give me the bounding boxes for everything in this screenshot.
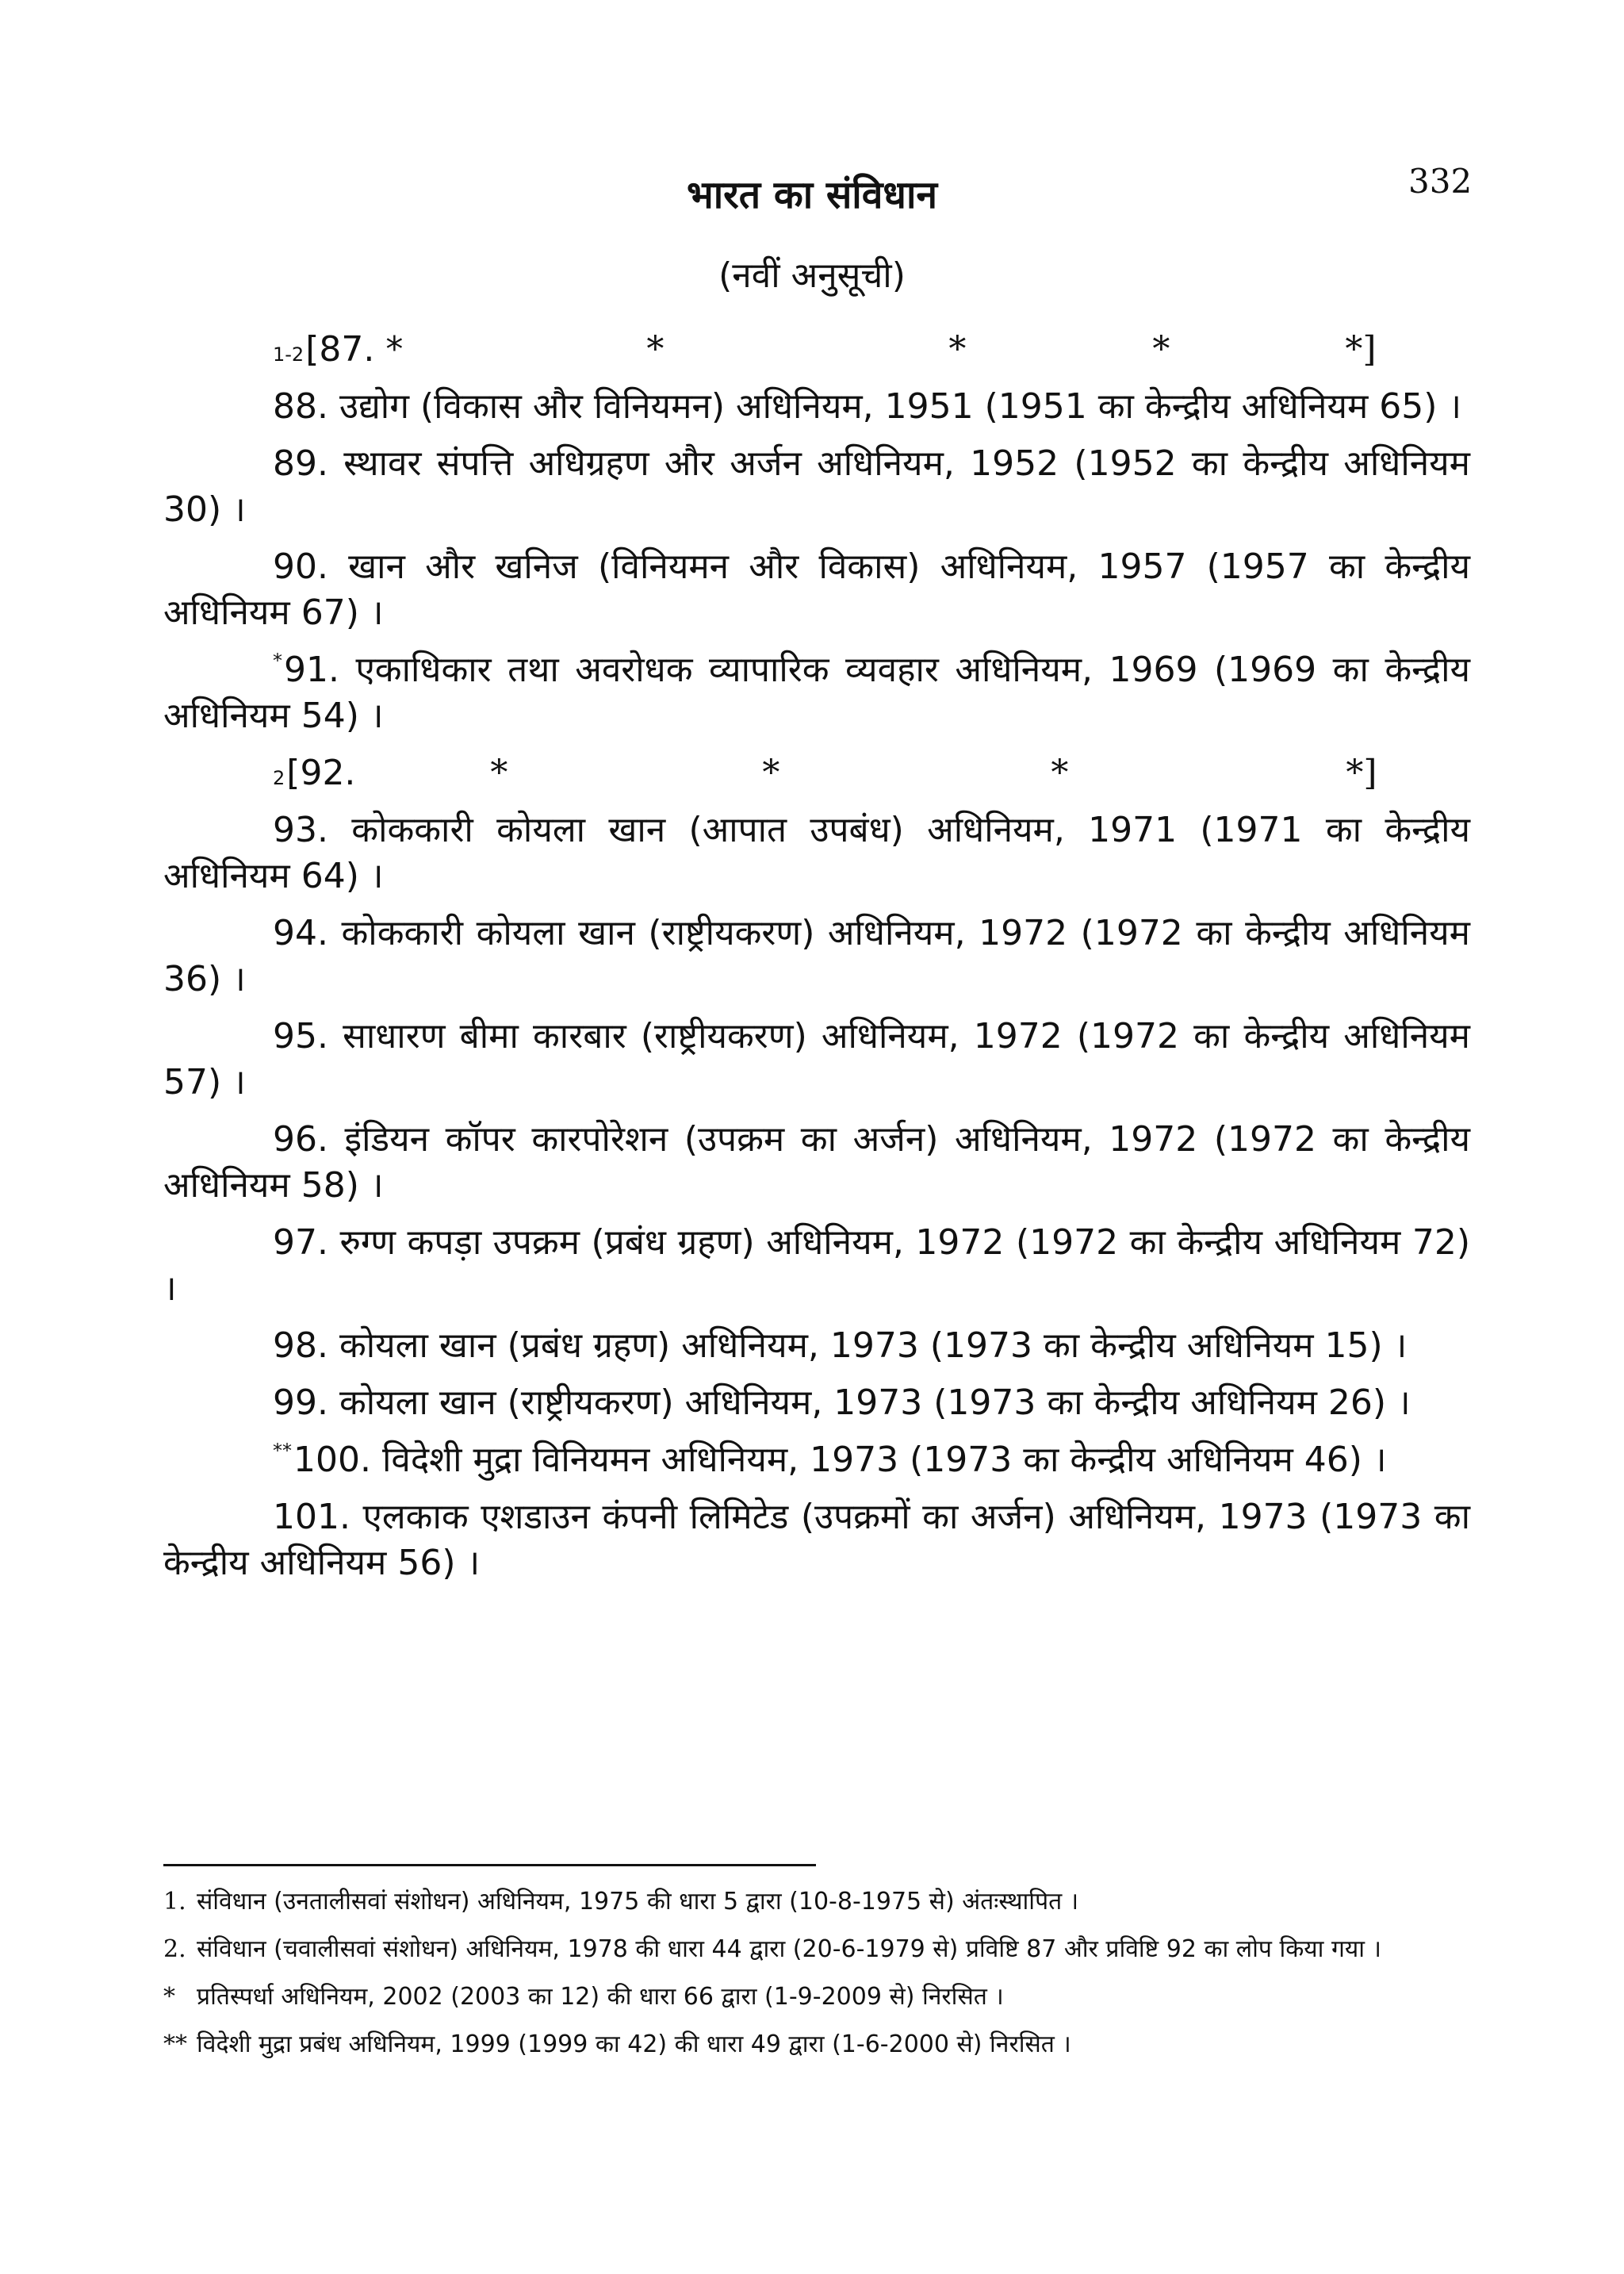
omission-star: *	[762, 753, 780, 793]
entry-100	[163, 1437, 1470, 1483]
footnotes	[163, 1883, 1470, 2073]
omission-star: *	[646, 329, 665, 370]
schedule-entries	[163, 327, 1470, 1597]
footnote-2	[163, 1931, 1470, 1969]
footnote-marker: **	[163, 2030, 187, 2058]
entry-87-start: [87. *	[305, 329, 404, 370]
footnote-text: संविधान (चवालीसवां संशोधन) अधिनियम, 1978 की धारा 44 द्वारा (20-6-1979 से) प्रविष्टि 87 और प्रविष्टि 92 का लोप किया गया ।	[197, 1935, 1381, 1963]
entry-99: 99. कोयला खान (राष्ट्रीयकरण) अधिनियम, 1973 (1973 का केन्द्रीय अधिनियम 26) ।	[273, 1382, 1411, 1423]
footnote-marker: 1.	[163, 1888, 186, 1915]
entry-89: 89. स्थावर संपत्ति अधिग्रहण और अर्जन अधिनियम, 1952 (1952 का केन्द्रीय अधिनियम 30) ।	[163, 443, 1470, 530]
footnote-marker: 2.	[163, 1935, 186, 1963]
entry-95: 95. साधारण बीमा कारबार (राष्ट्रीयकरण) अधिनियम, 1972 (1972 का केन्द्रीय अधिनियम 57) ।	[163, 1016, 1470, 1102]
footnote-1	[163, 1883, 1470, 1921]
footnote-text: प्रतिस्पर्धा अधिनियम, 2002 (2003 का 12) की धारा 66 द्वारा (1-9-2009 से) निरसित ।	[197, 1983, 1004, 2011]
entry-87-end: *]	[1345, 329, 1377, 370]
omission-star: *	[948, 329, 967, 370]
page-number: 332	[1408, 162, 1473, 201]
entry-87-omitted: 1-2 [87. * * * * *]	[163, 327, 1470, 373]
entry-96: 96. इंडियन कॉपर कारपोरेशन (उपक्रम का अर्जन) अधिनियम, 1972 (1972 का केन्द्रीय अधिनियम 58) ।	[163, 1119, 1470, 1206]
omission-star: *	[490, 753, 508, 793]
footnote-text: संविधान (उनतालीसवां संशोधन) अधिनियम, 1975 की धारा 5 द्वारा (10-8-1975 से) अंतःस्थापित ।	[197, 1888, 1079, 1915]
footnote-star	[163, 1978, 1470, 2016]
footnote-ref: **	[273, 1440, 292, 1462]
schedule-subtitle: (नवीं अनुसूची)	[718, 255, 906, 296]
omission-star: *	[1152, 329, 1170, 370]
entry-92-end: *]	[1346, 753, 1377, 793]
entry-94: 94. कोककारी कोयला खान (राष्ट्रीयकरण) अधिनियम, 1972 (1972 का केन्द्रीय अधिनियम 36) ।	[163, 913, 1470, 999]
entry-92-start: [92.	[286, 753, 356, 793]
footnote-marker: *	[163, 1983, 175, 2011]
footnote-text: विदेशी मुद्रा प्रबंध अधिनियम, 1999 (1999 का 42) की धारा 49 द्वारा (1-6-2000 से) निरसित ।	[197, 2030, 1071, 2058]
footnote-divider	[163, 1864, 816, 1866]
footnote-double-star	[163, 2026, 1470, 2064]
entry-92-omitted: 2 [92. * * * *]	[163, 750, 1470, 796]
entry-91	[163, 647, 1470, 739]
entry-97: 97. रुग्ण कपड़ा उपक्रम (प्रबंध ग्रहण) अधिनियम, 1972 (1972 का केन्द्रीय अधिनियम 72) ।	[163, 1222, 1470, 1309]
entry-93: 93. कोककारी कोयला खान (आपात उपबंध) अधिनियम, 1971 (1971 का केन्द्रीय अधिनियम 64) ।	[163, 810, 1470, 896]
entry-90: 90. खान और खनिज (विनियमन और विकास) अधिनियम, 1957 (1957 का केन्द्रीय अधिनियम 67) ।	[163, 546, 1470, 633]
entry-91-text: 91. एकाधिकार तथा अवरोधक व्यापारिक व्यवहार अधिनियम, 1969 (1969 का केन्द्रीय अधिनियम 54) ।	[163, 650, 1470, 736]
entry-100-text: 100. विदेशी मुद्रा विनियमन अधिनियम, 1973 (1973 का केन्द्रीय अधिनियम 46) ।	[293, 1440, 1387, 1480]
entry-101: 101. एलकाक एशडाउन कंपनी लिमिटेड (उपक्रमों का अर्जन) अधिनियम, 1973 (1973 का केन्द्रीय अधिनियम 56) ।	[163, 1497, 1470, 1583]
page-title: भारत का संविधान	[686, 173, 938, 217]
entry-98: 98. कोयला खान (प्रबंध ग्रहण) अधिनियम, 1973 (1973 का केन्द्रीय अधिनियम 15) ।	[273, 1325, 1408, 1366]
omission-star: *	[1051, 753, 1069, 793]
entry-88: 88. उद्योग (विकास और विनियमन) अधिनियम, 1951 (1951 का केन्द्रीय अधिनियम 65) ।	[273, 386, 1462, 427]
footnote-ref: *	[273, 650, 282, 672]
